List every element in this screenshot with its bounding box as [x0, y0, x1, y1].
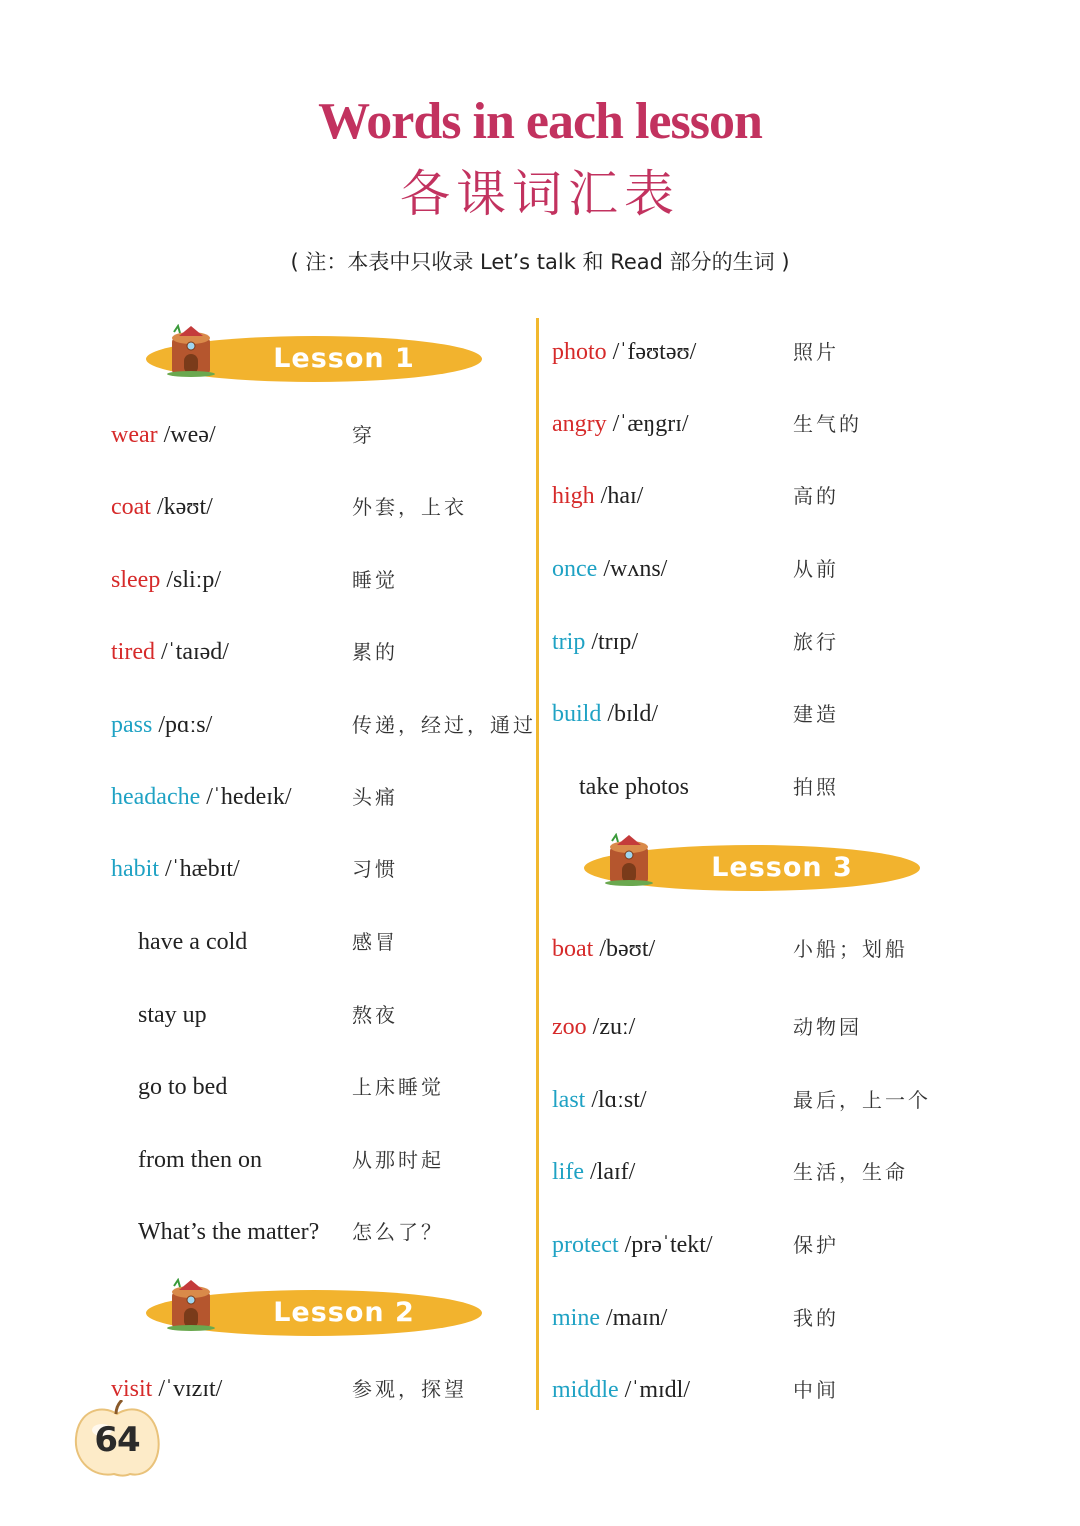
entry-phonetic: /weə/	[163, 422, 216, 448]
entry-english	[552, 1300, 667, 1336]
entry-meaning: 小船；划船	[793, 937, 908, 961]
entry-meaning: 习惯	[352, 857, 398, 881]
entry-word: high	[552, 483, 595, 509]
entry-phonetic: /ˈmɪdl/	[624, 1377, 690, 1403]
entry-english	[111, 634, 229, 670]
word-entry	[552, 334, 982, 370]
entry-phonetic: /ˈhedeɪk/	[206, 784, 292, 810]
entry-phonetic: /sliːp/	[166, 567, 221, 593]
word-entry	[111, 489, 541, 525]
word-entry	[552, 1372, 982, 1408]
lesson-label: Lesson 1	[273, 343, 415, 374]
entry-english	[111, 562, 221, 598]
entry-meaning: 从前	[793, 557, 839, 581]
entry-meaning: 头痛	[352, 785, 398, 809]
word-entry	[111, 779, 541, 815]
entry-word: boat	[552, 936, 594, 962]
entry-meaning: 穿	[352, 423, 375, 447]
entry-english	[552, 551, 667, 587]
entry-phonetic: /bəʊt/	[599, 936, 656, 962]
entry-phonetic: /laɪf/	[589, 1159, 636, 1185]
entry-phonetic: /maɪn/	[606, 1305, 668, 1331]
entry-meaning: 高的	[793, 484, 839, 508]
entry-meaning: 生活，生命	[793, 1160, 908, 1184]
entry-phonetic: /trɪp/	[591, 629, 638, 655]
word-entry	[552, 1082, 982, 1118]
entry-meaning: 保护	[793, 1233, 839, 1257]
entry-phonetic: /ˈtaɪəd/	[160, 639, 229, 665]
entry-phonetic: /ˈæŋgrɪ/	[612, 411, 689, 437]
entry-word: visit	[111, 1376, 153, 1402]
entry-phonetic: /haɪ/	[600, 483, 644, 509]
page-number: 64	[94, 1420, 140, 1460]
word-entry	[111, 924, 541, 960]
entry-meaning: 我的	[793, 1306, 839, 1330]
entry-english	[111, 779, 292, 815]
entry-english	[552, 478, 643, 514]
entry-english	[579, 769, 689, 805]
entry-meaning: 睡觉	[352, 568, 398, 592]
word-entry	[111, 634, 541, 670]
entry-word: angry	[552, 411, 607, 437]
page-title: Words in each lesson	[318, 93, 762, 150]
entry-english	[111, 707, 212, 743]
word-entry	[111, 1142, 541, 1178]
entry-english	[552, 1082, 647, 1118]
entry-meaning: 从那时起	[352, 1148, 444, 1172]
entry-meaning: 最后，上一个	[793, 1088, 931, 1112]
entry-meaning: 外套，上衣	[352, 495, 467, 519]
entry-english	[552, 334, 696, 370]
word-entry	[552, 931, 982, 967]
word-entry	[111, 1069, 541, 1105]
entry-english	[552, 624, 638, 660]
entry-word: protect	[552, 1232, 619, 1258]
entry-english	[138, 1142, 262, 1178]
word-entry	[552, 1009, 982, 1045]
entry-english	[138, 1069, 227, 1105]
entry-meaning: 感冒	[352, 930, 398, 954]
page-note: ( 注：本表中只收录 Let’s talk 和 Read 部分的生词 )	[290, 250, 790, 274]
lesson-header	[146, 330, 486, 386]
word-entry	[111, 417, 541, 453]
entry-word: pass	[111, 712, 153, 738]
entry-word: go to bed	[138, 1074, 228, 1100]
entry-word: trip	[552, 629, 586, 655]
page-subtitle: 各课词汇表	[400, 165, 680, 223]
entry-english	[111, 851, 240, 887]
entry-english	[552, 696, 658, 732]
entry-meaning: 参观，探望	[352, 1377, 467, 1401]
entry-meaning: 旅行	[793, 630, 839, 654]
entry-phonetic: /zuː/	[592, 1014, 636, 1040]
entry-word: coat	[111, 494, 151, 520]
entry-word: wear	[111, 422, 158, 448]
entry-meaning: 熬夜	[352, 1003, 398, 1027]
entry-phonetic: /prəˈtekt/	[624, 1232, 713, 1258]
entry-word: life	[552, 1159, 584, 1185]
entry-english	[552, 406, 689, 442]
entry-word: middle	[552, 1377, 619, 1403]
entry-english	[552, 1372, 690, 1408]
entry-meaning: 拍照	[793, 775, 839, 799]
lesson-header	[584, 839, 924, 895]
entry-word: habit	[111, 856, 159, 882]
entry-phonetic: /ˈvɪzɪt/	[158, 1376, 223, 1402]
entry-english	[111, 489, 213, 525]
entry-word: from then on	[138, 1147, 262, 1173]
word-entry	[552, 696, 982, 732]
entry-word: last	[552, 1087, 586, 1113]
word-entry	[111, 562, 541, 598]
lesson-header	[146, 1284, 486, 1340]
entry-english	[111, 417, 216, 453]
entry-meaning: 累的	[352, 640, 398, 664]
word-entry	[552, 406, 982, 442]
entry-phonetic: /bɪld/	[607, 701, 659, 727]
entry-phonetic: /ˈhæbɪt/	[165, 856, 240, 882]
entry-meaning: 怎么了？	[352, 1220, 444, 1244]
entry-english	[552, 931, 655, 967]
entry-word: build	[552, 701, 602, 727]
entry-word: headache	[111, 784, 201, 810]
entry-word: tired	[111, 639, 155, 665]
word-entry	[552, 1300, 982, 1336]
entry-meaning: 照片	[793, 340, 839, 364]
entry-english	[552, 1009, 635, 1045]
word-entry	[552, 624, 982, 660]
entry-word: What’s the matter?	[138, 1219, 320, 1245]
word-entry	[111, 1371, 541, 1407]
lesson-label: Lesson 3	[711, 852, 853, 883]
entry-english	[138, 1214, 319, 1250]
entry-phonetic: /wʌns/	[603, 556, 668, 582]
entry-phonetic: /pɑːs/	[158, 712, 213, 738]
word-entry	[111, 707, 541, 743]
entry-english	[138, 924, 247, 960]
word-entry	[111, 997, 541, 1033]
entry-word: have a cold	[138, 929, 248, 955]
word-entry	[552, 1154, 982, 1190]
entry-meaning: 建造	[793, 702, 839, 726]
word-entry	[552, 478, 982, 514]
word-entry	[552, 769, 982, 805]
entry-phonetic: /kəʊt/	[156, 494, 213, 520]
entry-word: mine	[552, 1305, 600, 1331]
entry-english	[138, 997, 207, 1033]
word-entry	[552, 551, 982, 587]
entry-meaning: 传递，经过，通过	[352, 713, 536, 737]
word-entry	[111, 1214, 541, 1250]
word-entry	[111, 851, 541, 887]
entry-meaning: 生气的	[793, 412, 862, 436]
entry-word: take photos	[579, 774, 689, 800]
word-entry	[552, 1227, 982, 1263]
entry-meaning: 动物园	[793, 1015, 862, 1039]
entry-meaning: 上床睡觉	[352, 1075, 444, 1099]
entry-english	[552, 1154, 635, 1190]
entry-word: stay up	[138, 1002, 207, 1028]
entry-word: photo	[552, 339, 607, 365]
entry-word: once	[552, 556, 598, 582]
entry-meaning: 中间	[793, 1378, 839, 1402]
entry-phonetic: /ˈfəʊtəʊ/	[612, 339, 697, 365]
entry-english	[552, 1227, 713, 1263]
entry-word: sleep	[111, 567, 161, 593]
entry-word: zoo	[552, 1014, 587, 1040]
entry-phonetic: /lɑːst/	[591, 1087, 647, 1113]
lesson-label: Lesson 2	[273, 1297, 415, 1328]
